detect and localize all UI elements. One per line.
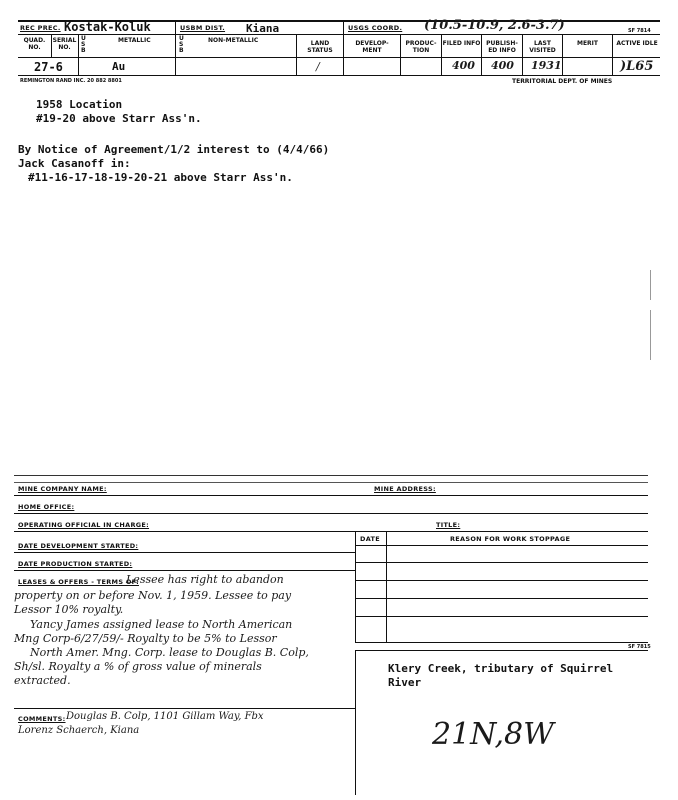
note-line: #19-20 above Starr Ass'n. xyxy=(36,112,202,125)
col-land-status: LAND STATUS xyxy=(307,40,333,54)
location-line: Klery Creek, tributary of Squirrel xyxy=(388,662,614,675)
col-last-visited: LAST VISITED xyxy=(529,40,556,54)
header-divider xyxy=(343,20,344,75)
leases-label: LEASES & OFFERS - TERMS OF: xyxy=(18,578,139,586)
comments-label: COMMENTS: xyxy=(18,715,66,723)
land-status-value: / xyxy=(316,60,320,73)
col-metallic: METALLIC xyxy=(118,37,151,44)
note-line: #11-16-17-18-19-20-21 above Starr Ass'n. xyxy=(28,171,293,184)
usgs-coord-value: (10.5-10.9, 2.6-3.7) xyxy=(424,18,565,33)
header-divider xyxy=(296,34,297,75)
row-rule xyxy=(355,650,648,651)
card-center-divider xyxy=(355,650,356,795)
row-rule xyxy=(355,598,648,599)
date-prod-started-label: DATE PRODUCTION STARTED: xyxy=(18,560,133,568)
lease-line: Lessor 10% royalty. xyxy=(14,603,124,616)
header-bottom-rule xyxy=(18,75,660,76)
rec-prec-value: Kostak-Koluk xyxy=(64,20,151,34)
reason-column-header: REASON FOR WORK STOPPAGE xyxy=(450,535,571,543)
published-info-value: 400 xyxy=(491,59,514,72)
lease-line: Sh/sl. Royalty a % of gross value of minerals xyxy=(14,660,262,673)
usbm-dist-label: USBM DIST. xyxy=(180,24,226,32)
filed-info-value: 400 xyxy=(452,59,475,72)
rec-prec-label: REC PREC. xyxy=(20,24,61,32)
row-rule xyxy=(355,562,648,563)
card-top-rule-2 xyxy=(14,482,648,483)
scan-mark xyxy=(650,270,651,300)
lease-line: Mng Corp-6/27/59/- Royalty to be 5% to Lessor xyxy=(14,632,277,645)
lease-line: extracted. xyxy=(14,674,71,687)
comment-line: Lorenz Schaerch, Kiana xyxy=(18,725,140,736)
metallic-value: Au xyxy=(112,60,126,73)
header-divider xyxy=(78,34,79,75)
col-production: PRODUC-TION xyxy=(405,40,437,54)
township-range: 21N,8W xyxy=(432,717,554,752)
row-rule xyxy=(14,708,355,709)
col-non-metallic: NON-METALLIC xyxy=(208,37,259,44)
header-divider xyxy=(612,34,613,75)
printer-line: REMINGTON RAND INC. 20 882 8801 xyxy=(20,78,122,84)
lease-line: property on or before Nov. 1, 1959. Lessee to pay xyxy=(14,589,292,602)
col-filed-info: FILED INFO xyxy=(442,40,481,47)
row-rule xyxy=(14,513,648,514)
lease-line: Yancy James assigned lease to North American xyxy=(30,618,293,631)
date-dev-started-label: DATE DEVELOPMENT STARTED: xyxy=(18,542,139,550)
row-rule xyxy=(355,580,648,581)
note-line: Jack Casanoff in: xyxy=(18,157,131,170)
location-line: River xyxy=(388,676,422,689)
note-line: By Notice of Agreement/1/2 interest to (4/4/66) xyxy=(18,143,330,156)
header-mid-rule xyxy=(18,34,660,35)
row-rule xyxy=(14,570,355,571)
home-office-label: HOME OFFICE: xyxy=(18,503,75,511)
col-development: DEVELOP-MENT xyxy=(355,40,389,54)
date-col-divider xyxy=(355,531,356,643)
col-usb-nonmetallic: U S B xyxy=(179,35,184,54)
date-column-header: DATE xyxy=(360,535,380,543)
form-number-bottom: SF 7815 xyxy=(628,644,651,650)
scan-mark xyxy=(650,310,651,360)
note-line: 1958 Location xyxy=(36,98,123,111)
lease-line: Lessee has right to abandon xyxy=(126,573,284,586)
quad-serial-value: 27-6 xyxy=(34,60,63,74)
title-label: TITLE: xyxy=(436,521,461,529)
row-rule xyxy=(14,495,648,496)
col-serial-no: SERIAL NO. xyxy=(52,37,77,51)
dept-label: TERRITORIAL DEPT. OF MINES xyxy=(512,78,613,85)
reason-col-divider xyxy=(386,531,387,643)
comment-line: Douglas B. Colp, 1101 Gillam Way, Fbx xyxy=(66,711,264,722)
col-published-info: PUBLISH-ED INFO xyxy=(486,40,518,54)
lease-line: North Amer. Mng. Corp. lease to Douglas B. Colp, xyxy=(30,646,309,659)
col-active-idle: ACTIVE IDLE xyxy=(616,40,658,47)
mine-address-label: MINE ADDRESS: xyxy=(374,485,436,493)
header-row-rule xyxy=(18,57,660,58)
col-quad-no: QUAD. NO. xyxy=(23,37,46,51)
last-visited-value: 1931 xyxy=(531,59,562,72)
mine-company-name-label: MINE COMPANY NAME: xyxy=(18,485,107,493)
usbm-dist-value: Kiana xyxy=(246,22,280,35)
usgs-coord-label: USGS COORD. xyxy=(348,24,403,32)
row-rule xyxy=(355,642,648,643)
row-rule xyxy=(14,552,355,553)
header-divider xyxy=(175,20,176,75)
col-merit: MERIT xyxy=(576,40,598,47)
active-idle-value: )L65 xyxy=(620,59,654,74)
operating-official-label: OPERATING OFFICIAL IN CHARGE: xyxy=(18,521,150,529)
form-number: SF 7814 xyxy=(628,28,651,34)
card-top-rule xyxy=(14,475,648,476)
row-rule xyxy=(355,545,648,546)
row-rule xyxy=(14,531,648,532)
row-rule xyxy=(355,616,648,617)
col-usb-metallic: U S B xyxy=(81,35,86,54)
